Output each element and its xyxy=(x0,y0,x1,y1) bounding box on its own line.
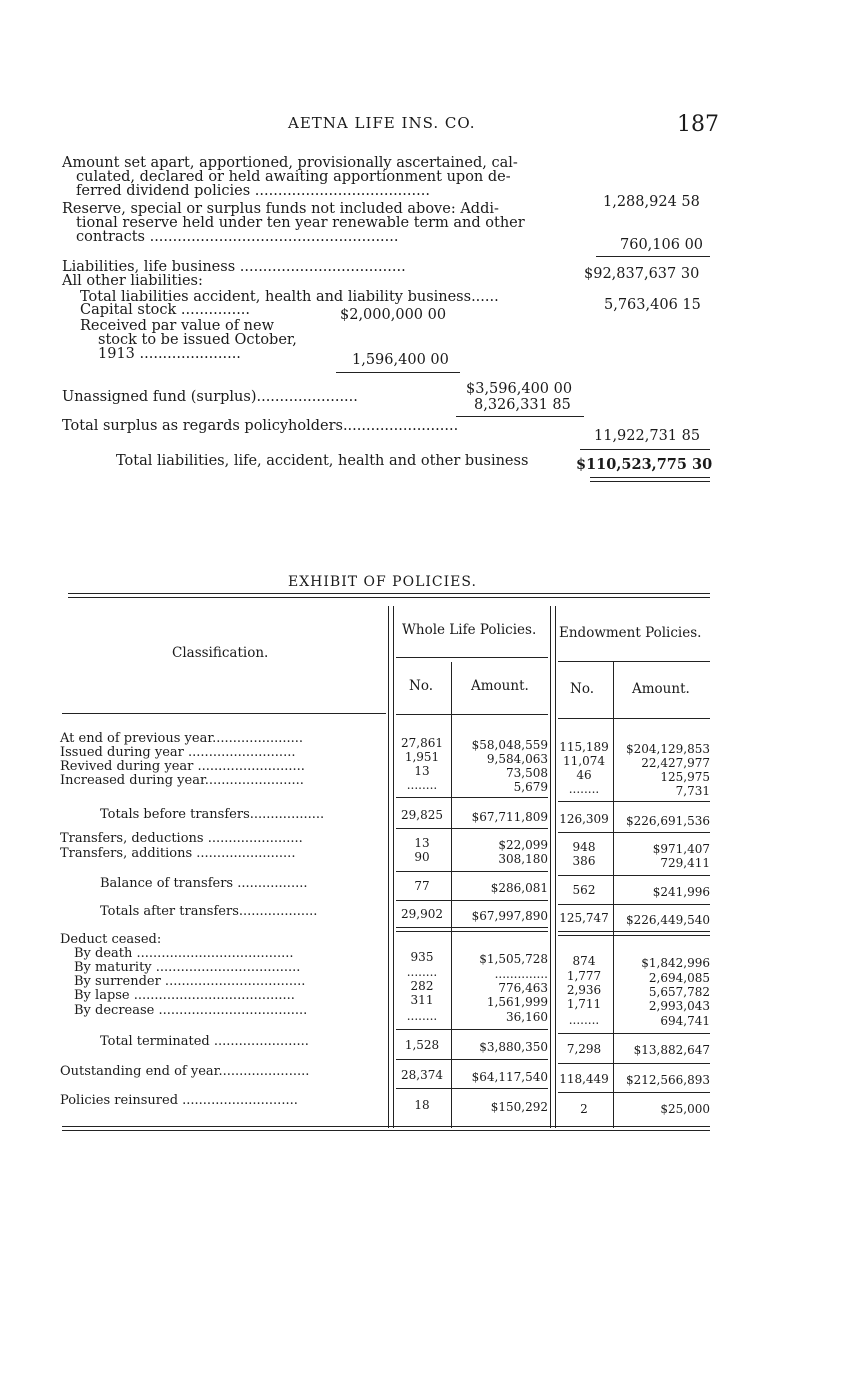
cell: 11,074 xyxy=(563,754,605,768)
cell: $226,691,536 xyxy=(626,814,710,828)
amount-set-apart-line-1: Amount set apart, apportioned, provisionally ascertained, cal- xyxy=(62,155,518,171)
cell: ........ xyxy=(568,1013,600,1027)
cell: 282 xyxy=(410,979,434,993)
cell: 22,427,977 xyxy=(641,756,710,770)
row-label-by-maturity: By maturity ................................... xyxy=(74,960,301,975)
amount-set-apart-value: 1,288,924 58 xyxy=(603,194,700,210)
cell: 28,374 xyxy=(401,1068,443,1082)
double-rule xyxy=(396,927,548,928)
double-rule xyxy=(558,935,710,936)
cell: $1,842,996 xyxy=(641,956,710,970)
row-label-totals-after: Totals after transfers................... xyxy=(100,904,318,919)
cell: 311 xyxy=(410,993,434,1007)
cell: 1,528 xyxy=(404,1038,440,1052)
page-number: 187 xyxy=(677,112,719,137)
sum-rule xyxy=(396,1059,548,1060)
cell: $971,407 xyxy=(652,842,710,856)
reserve-line-3: contracts ...................................................... xyxy=(76,229,399,245)
total-surplus-value: 11,922,731 85 xyxy=(594,428,701,444)
cell: 562 xyxy=(572,883,596,897)
double-rule xyxy=(558,931,710,932)
cell: .............. xyxy=(494,967,548,981)
reserve-value: 760,106 00 xyxy=(620,237,704,253)
cell: $3,880,350 xyxy=(479,1040,548,1054)
cell: 935 xyxy=(410,950,434,964)
en-no-header: No. xyxy=(570,681,594,697)
cell: $64,117,540 xyxy=(471,1070,548,1084)
row-label-by-surrender: By surrender .................................. xyxy=(74,974,306,989)
reserve-line-1: Reserve, special or surplus funds not included above: Addi- xyxy=(62,201,499,217)
divider xyxy=(336,372,460,373)
whole-life-header: Whole Life Policies. xyxy=(402,622,537,638)
liabilities-life-value: $92,837,637 30 xyxy=(584,266,700,282)
row-label-reinsured: Policies reinsured ............................ xyxy=(60,1093,298,1108)
sum-rule xyxy=(558,904,710,905)
cell: 694,741 xyxy=(660,1014,710,1028)
received-par-line-3: 1913 ...................... xyxy=(98,346,241,362)
all-other-label: All other liabilities: xyxy=(62,273,203,289)
sum-rule xyxy=(396,828,548,829)
cell: 115,189 xyxy=(559,740,609,754)
en-amount-header: Amount. xyxy=(632,681,690,697)
cell: $67,711,809 xyxy=(471,810,548,824)
endowment-header: Endowment Policies. xyxy=(559,625,702,641)
sum-rule xyxy=(558,1033,710,1034)
header-bottom-rule xyxy=(62,713,386,714)
row-label-balance-transfers: Balance of transfers ................. xyxy=(100,876,308,891)
cell: 5,657,782 xyxy=(648,985,710,999)
double-rule xyxy=(590,477,710,478)
cell: 2,993,043 xyxy=(648,999,710,1013)
cell: 776,463 xyxy=(498,981,548,995)
row-label-increased: Increased during year........................ xyxy=(60,773,304,788)
sum-rule xyxy=(396,797,548,798)
cell: 729,411 xyxy=(660,856,710,870)
cell: 29,825 xyxy=(401,808,443,822)
table-bottom-rule xyxy=(62,1126,710,1127)
row-label-by-lapse: By lapse ....................................... xyxy=(74,988,295,1003)
cell: ........ xyxy=(406,965,438,979)
cell: 948 xyxy=(572,840,596,854)
grand-total-value: $110,523,775 30 xyxy=(576,456,713,473)
cell: 46 xyxy=(576,768,592,782)
running-header: AETNA LIFE INS. CO. xyxy=(288,114,476,132)
cell: 2,694,085 xyxy=(648,971,710,985)
row-label-totals-before: Totals before transfers.................. xyxy=(100,807,325,822)
row-label-at-end: At end of previous year...................... xyxy=(60,731,304,746)
cell: $25,000 xyxy=(660,1102,710,1116)
subtotal-value: $3,596,400 00 xyxy=(466,381,573,397)
double-rule xyxy=(590,481,710,482)
sum-rule xyxy=(558,875,710,876)
sum-rule xyxy=(558,1063,710,1064)
column-divider xyxy=(550,606,551,1128)
row-label-total-terminated: Total terminated ....................... xyxy=(100,1034,309,1049)
cell: 125,747 xyxy=(559,911,609,925)
sum-rule xyxy=(396,1088,548,1089)
sum-rule xyxy=(396,871,548,872)
cell: $58,048,559 xyxy=(471,738,548,752)
header-rule xyxy=(558,661,710,662)
row-label-revived: Revived during year .......................... xyxy=(60,759,305,774)
received-par-line-2: stock to be issued October, xyxy=(98,332,297,348)
divider xyxy=(456,416,584,417)
row-label-deduct-ceased: Deduct ceased: xyxy=(60,932,162,947)
row-label-transfers-ded: Transfers, deductions ....................... xyxy=(60,831,303,846)
exhibit-title: EXHIBIT OF POLICIES. xyxy=(288,574,477,590)
table-top-rule xyxy=(68,593,710,594)
divider xyxy=(596,256,710,257)
column-divider xyxy=(555,606,556,1128)
sum-rule xyxy=(396,1029,548,1030)
cell: 874 xyxy=(572,954,596,968)
cell: 2 xyxy=(580,1102,588,1116)
cell: 386 xyxy=(572,854,596,868)
divider xyxy=(580,449,710,450)
cell: 1,951 xyxy=(404,750,440,764)
cell: 7,298 xyxy=(566,1042,602,1056)
sum-rule xyxy=(396,900,548,901)
cell: $67,997,890 xyxy=(471,909,548,923)
cell: 5,679 xyxy=(513,780,548,794)
table-bottom-rule xyxy=(62,1130,710,1131)
header-bottom-rule xyxy=(558,718,710,719)
column-divider xyxy=(388,606,389,1128)
reserve-line-2: tional reserve held under ten year renewable term and other xyxy=(76,215,525,231)
cell: ........ xyxy=(406,1009,438,1023)
cell: 73,508 xyxy=(506,766,548,780)
cell: 7,731 xyxy=(675,784,710,798)
wl-amount-header: Amount. xyxy=(471,678,529,694)
unassigned-value: 8,326,331 85 xyxy=(474,397,571,413)
cell: 2,936 xyxy=(566,983,602,997)
cell: 1,777 xyxy=(566,969,602,983)
cell: 125,975 xyxy=(660,770,710,784)
capital-stock-label: Capital stock ............... xyxy=(80,302,251,318)
total-surplus-label: Total surplus as regards policyholders......................... xyxy=(62,418,459,434)
table-top-rule xyxy=(68,597,710,598)
cell: $1,505,728 xyxy=(479,952,548,966)
total-accident-value: 5,763,406 15 xyxy=(604,297,701,313)
sum-rule xyxy=(558,832,710,833)
cell: 118,449 xyxy=(559,1072,609,1086)
cell: 36,160 xyxy=(506,1010,548,1024)
row-label-outstanding: Outstanding end of year...................... xyxy=(60,1064,310,1079)
cell: 27,861 xyxy=(401,736,443,750)
cell: 18 xyxy=(414,1098,430,1112)
cell: ........ xyxy=(568,782,600,796)
received-par-value: 1,596,400 00 xyxy=(352,352,449,368)
classification-header: Classification. xyxy=(172,645,269,661)
cell: 308,180 xyxy=(498,852,548,866)
amount-set-apart-line-2: culated, declared or held awaiting apportionment upon de- xyxy=(76,169,511,185)
sum-rule xyxy=(558,801,710,802)
cell: $226,449,540 xyxy=(626,913,710,927)
total-accident-label: Total liabilities accident, health and liability business...... xyxy=(80,289,499,305)
cell: $212,566,893 xyxy=(626,1073,710,1087)
cell: 13 xyxy=(414,836,430,850)
cell: $286,081 xyxy=(490,881,548,895)
cell: 126,309 xyxy=(559,812,609,826)
cell: $22,099 xyxy=(498,838,548,852)
amount-set-apart-line-3: ferred dividend policies ...................................... xyxy=(76,183,430,199)
unassigned-label: Unassigned fund (surplus)...................... xyxy=(62,389,358,405)
liabilities-life-label: Liabilities, life business .................................... xyxy=(62,259,406,275)
row-label-by-death: By death ...................................... xyxy=(74,946,294,961)
cell: 9,584,063 xyxy=(486,752,548,766)
header-bottom-rule xyxy=(396,714,548,715)
sum-rule xyxy=(558,1092,710,1093)
row-label-by-decrease: By decrease .................................... xyxy=(74,1003,308,1018)
cell: 1,711 xyxy=(566,997,602,1011)
cell: 90 xyxy=(414,850,430,864)
grand-total-label: Total liabilities, life, accident, health and other business xyxy=(116,453,529,469)
cell: $241,996 xyxy=(652,885,710,899)
cell: $150,292 xyxy=(490,1100,548,1114)
column-divider xyxy=(393,606,394,1128)
row-label-issued: Issued during year .......................... xyxy=(60,745,296,760)
cell: $13,882,647 xyxy=(633,1043,710,1057)
row-label-transfers-add: Transfers, additions ........................ xyxy=(60,846,296,861)
double-rule xyxy=(396,931,548,932)
header-rule xyxy=(396,657,548,658)
cell: 1,561,999 xyxy=(486,995,548,1009)
cell: 77 xyxy=(414,879,430,893)
cell: 29,902 xyxy=(401,907,443,921)
cell: 13 xyxy=(414,764,430,778)
received-par-line-1: Received par value of new xyxy=(80,318,275,334)
cell: ........ xyxy=(406,778,438,792)
column-divider xyxy=(613,662,614,1128)
cell: $204,129,853 xyxy=(626,742,710,756)
wl-no-header: No. xyxy=(409,678,433,694)
capital-stock-value: $2,000,000 00 xyxy=(340,307,447,323)
